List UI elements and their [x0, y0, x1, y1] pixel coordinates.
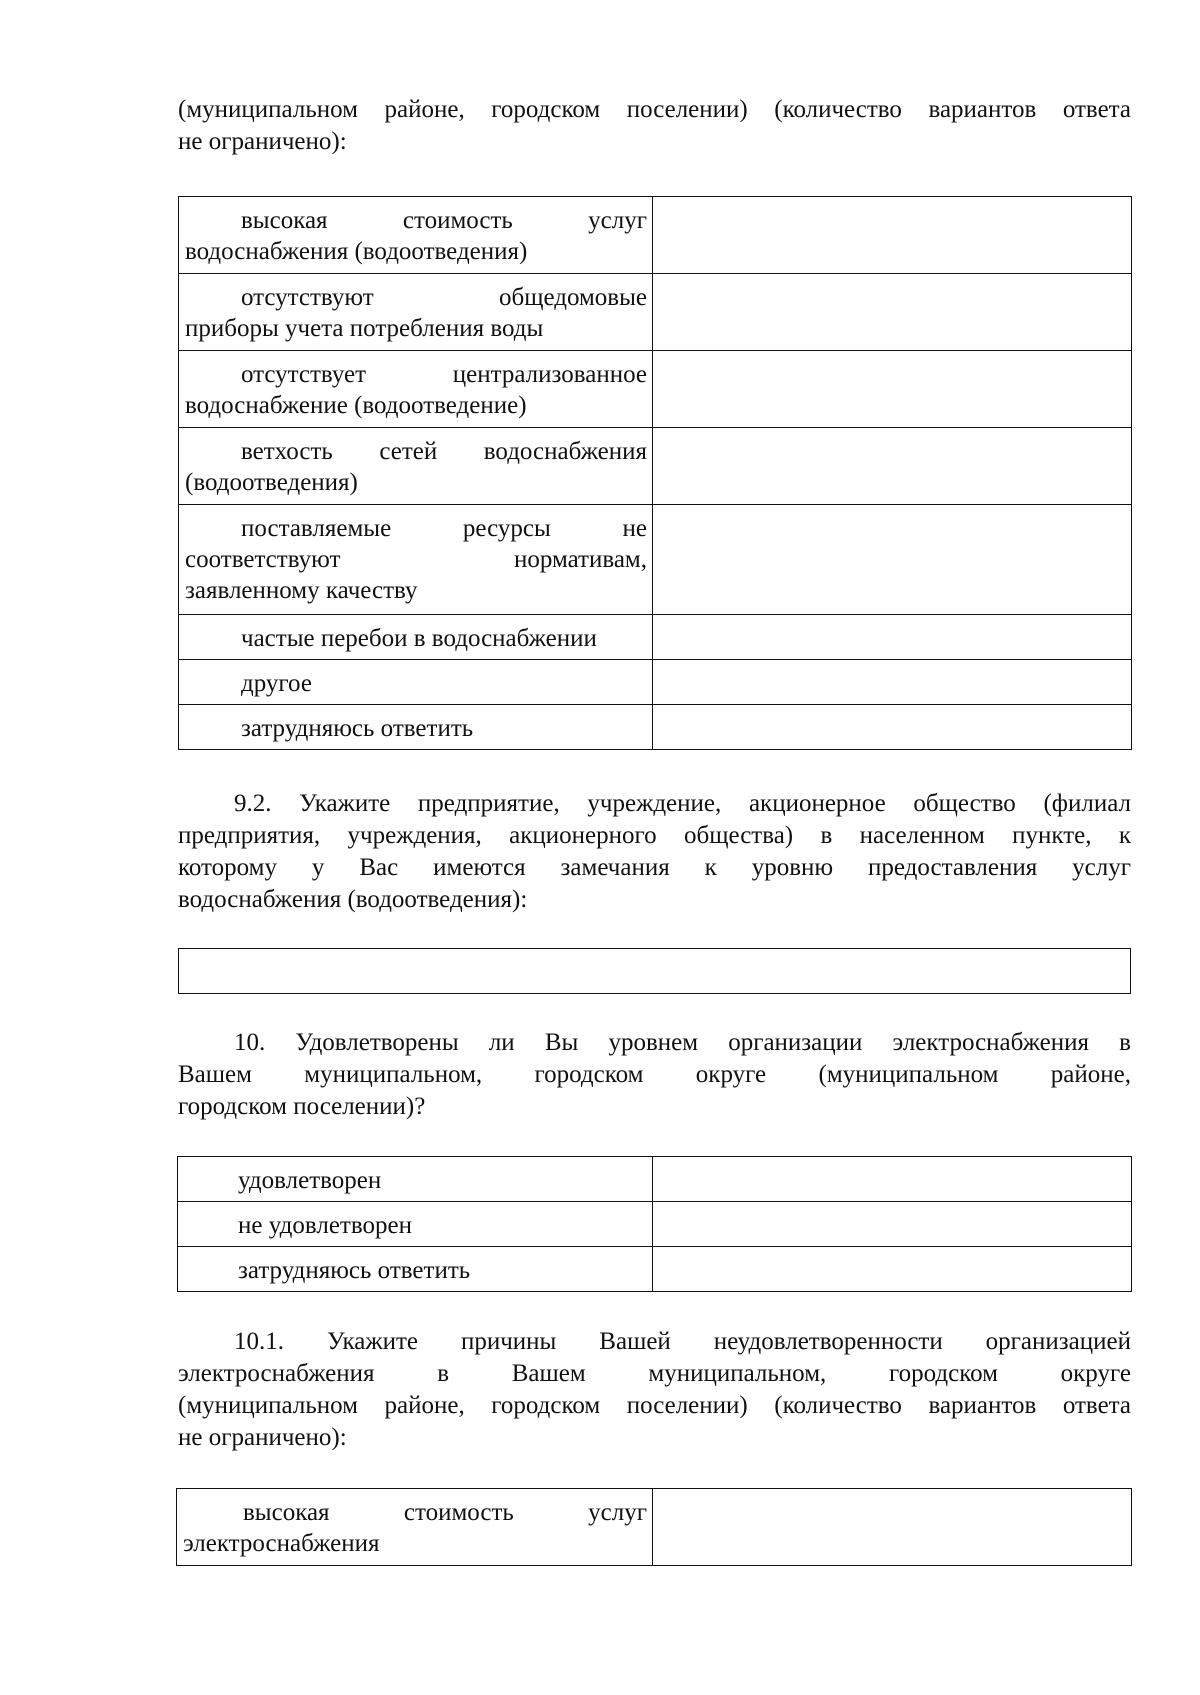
option-line: не удовлетворен — [238, 1212, 412, 1239]
table-row — [179, 705, 1132, 750]
option-line: водоснабжение (водоотведение) — [185, 392, 527, 419]
answer-cell[interactable] — [653, 615, 1132, 660]
option-cell — [179, 660, 653, 705]
water-reasons-table — [178, 196, 1132, 750]
question-10 — [178, 1027, 1131, 1123]
question-line: не ограничено): — [178, 1424, 347, 1451]
electricity-satisfaction-table — [177, 1156, 1132, 1292]
option-cell — [179, 351, 653, 428]
intro-paragraph — [178, 94, 1131, 158]
option-line: ветхость сетей водоснабжения — [241, 438, 647, 465]
option-cell — [178, 1202, 653, 1247]
option-line: водоснабжения (водоотведения) — [185, 238, 528, 265]
answer-cell[interactable] — [653, 428, 1132, 505]
table-row — [179, 197, 1132, 274]
option-cell — [179, 505, 653, 615]
answer-box-9-2[interactable] — [178, 948, 1131, 994]
option-cell — [177, 1489, 653, 1566]
question-line: водоснабжения (водоотведения): — [178, 886, 528, 913]
table-row — [179, 428, 1132, 505]
table-row — [177, 1489, 1132, 1566]
option-cell — [178, 1247, 653, 1292]
option-cell — [179, 274, 653, 351]
option-line: соответствуют нормативам, — [185, 546, 647, 573]
option-line: отсутствует централизованное — [241, 361, 647, 388]
table-row — [179, 660, 1132, 705]
question-line: 10. Удовлетворены ли Вы уровнем организации электроснабжения в — [234, 1029, 1131, 1056]
option-line: заявленному качеству — [185, 577, 418, 604]
option-line: другое — [241, 670, 312, 697]
option-line: частые перебои в водоснабжении — [241, 625, 597, 652]
option-line: отсутствуют общедомовые — [241, 284, 647, 311]
answer-cell[interactable] — [653, 274, 1132, 351]
intro-line: (муниципальном районе, городском поселении) (количество вариантов ответа — [178, 96, 1131, 123]
question-line: 10.1. Укажите причины Вашей неудовлетворенности организацией — [234, 1328, 1131, 1355]
option-line: высокая стоимость услуг — [241, 207, 647, 234]
answer-cell[interactable] — [653, 197, 1132, 274]
option-cell — [179, 197, 653, 274]
table-row — [178, 1157, 1132, 1202]
electricity-reasons-table — [176, 1488, 1132, 1566]
option-line: высокая стоимость услуг — [243, 1499, 647, 1526]
intro-line: не ограничено): — [178, 128, 347, 155]
option-cell — [179, 615, 653, 660]
table-row — [179, 505, 1132, 615]
table-row — [179, 274, 1132, 351]
question-line: городском поселении)? — [178, 1093, 426, 1120]
option-line: удовлетворен — [238, 1167, 382, 1194]
answer-cell[interactable] — [653, 351, 1132, 428]
option-line: приборы учета потребления воды — [185, 315, 544, 342]
option-cell — [179, 428, 653, 505]
option-line: электроснабжения — [183, 1530, 380, 1557]
option-line: (водоотведения) — [185, 469, 358, 496]
table-row — [179, 351, 1132, 428]
table-row — [178, 1202, 1132, 1247]
question-line: электроснабжения в Вашем муниципальном, городском округе — [178, 1360, 1131, 1387]
answer-cell[interactable] — [653, 1489, 1132, 1566]
table-row — [179, 615, 1132, 660]
option-line: поставляемые ресурсы не — [241, 515, 647, 542]
answer-cell[interactable] — [653, 660, 1132, 705]
question-line: предприятия, учреждения, акционерного общества) в населенном пункте, к — [178, 822, 1131, 849]
answer-cell[interactable] — [653, 1157, 1132, 1202]
option-cell — [179, 705, 653, 750]
option-cell — [178, 1157, 653, 1202]
table-row — [178, 1247, 1132, 1292]
question-10-1 — [178, 1326, 1131, 1454]
answer-cell[interactable] — [653, 1202, 1132, 1247]
question-line: 9.2. Укажите предприятие, учреждение, акционерное общество (филиал — [234, 790, 1131, 817]
question-line: которому у Вас имеются замечания к уровню предоставления услуг — [178, 854, 1131, 881]
option-line: затрудняюсь ответить — [241, 715, 474, 742]
answer-cell[interactable] — [653, 705, 1132, 750]
answer-cell[interactable] — [653, 505, 1132, 615]
option-line: затрудняюсь ответить — [238, 1257, 471, 1284]
answer-cell[interactable] — [653, 1247, 1132, 1292]
question-9-2 — [178, 788, 1131, 916]
question-line: (муниципальном районе, городском поселении) (количество вариантов ответа — [178, 1392, 1131, 1419]
question-line: Вашем муниципальном, городском округе (муниципальном районе, — [178, 1061, 1131, 1088]
